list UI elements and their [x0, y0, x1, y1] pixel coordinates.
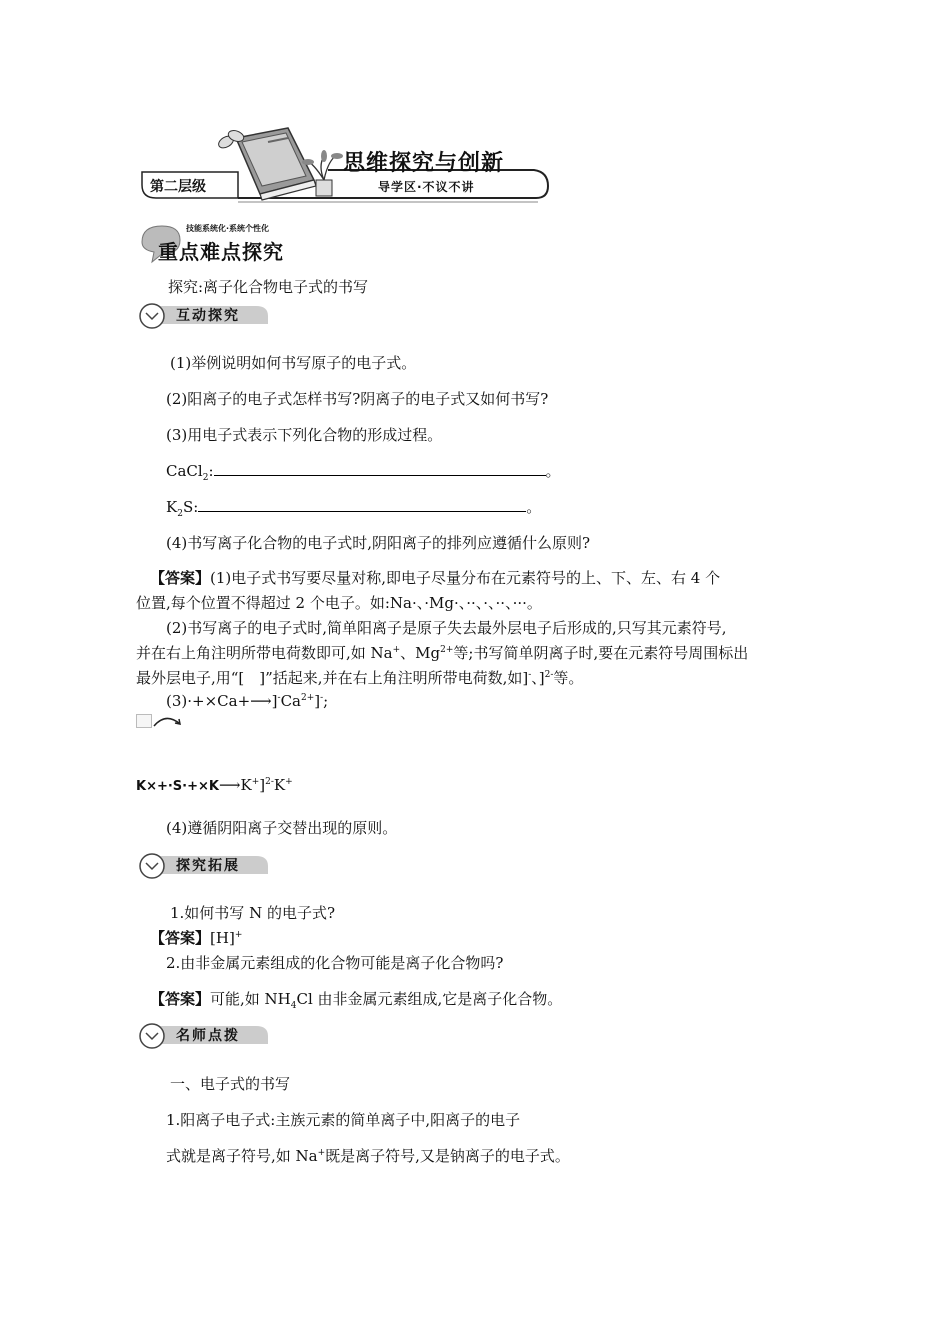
image-placeholder-icon: [136, 714, 152, 728]
text: Cl 由非金属元素组成,它是离子化合物。: [296, 990, 563, 1008]
k2s-reactants: K×+·S·+×K: [136, 779, 219, 794]
k2s-subscript: 2: [177, 509, 183, 519]
text: 、Mg: [400, 644, 441, 662]
topic-line: 探究:离子化合物电子式的书写: [168, 278, 369, 296]
question-2: (2)阳离子的电子式怎样书写?阴离子的电子式又如何书写?: [166, 390, 549, 408]
cacl2-blank: [214, 461, 546, 476]
cacl2-subscript: 2: [202, 473, 209, 483]
charge: -: [528, 670, 532, 680]
answer-3-k2s: [136, 776, 293, 794]
reaction-arrow-icon: ⟶: [250, 692, 272, 710]
banner-subtitle: 导学区·不议不讲: [378, 180, 475, 194]
banner-title: 思维探究与创新: [343, 151, 505, 176]
answer-tag: 【答案】: [150, 569, 211, 587]
section-extension-label: 探究拓展: [176, 858, 240, 874]
charge: +: [317, 1148, 326, 1158]
text: 可能,如 NH: [210, 990, 291, 1008]
text: 等;书写简单阴离子时,要在元素符号周围标出: [453, 644, 749, 662]
section-teacher-label: 名师点拨: [176, 1028, 240, 1044]
section-extension: [136, 852, 276, 880]
key-section-header: [136, 220, 316, 264]
answer-1-line-2: 位置,每个位置不得超过 2 个电子。如:Na·、·Mg·、··、·、··、···。: [136, 594, 542, 612]
text: 、]: [531, 669, 545, 687]
teacher-point-3: [166, 1145, 570, 1166]
charge: 2-: [265, 777, 274, 787]
charge: +: [392, 645, 401, 655]
k2s-line: [166, 496, 541, 519]
charge: -: [277, 693, 281, 703]
chapter-banner: [138, 120, 553, 212]
answer-2-line-2: [136, 642, 748, 663]
answer-1-line-1: [150, 567, 720, 588]
k2s-blank: [198, 497, 526, 512]
text: 等。: [553, 669, 584, 687]
section-interactive-label: 互动探究: [176, 308, 240, 324]
answer-tag: 【答案】: [150, 929, 211, 947]
answer-2-line-3: [136, 667, 583, 688]
question-4: (4)书写离子化合物的电子式时,阴阳离子的排列应遵循什么原则?: [166, 534, 591, 552]
charge: +: [234, 930, 243, 940]
text: ]: [271, 692, 278, 710]
extension-a1: [150, 927, 242, 948]
reaction-arrow-icon: ⟶: [218, 776, 241, 794]
text: 既是离子符号,又是钠离子的电子式。: [325, 1147, 570, 1165]
text: [H]: [210, 929, 235, 947]
cacl2-line: CaCl$_2$: 。: [166, 462, 561, 483]
charge: +: [251, 777, 260, 787]
k2s-formula-s: S:: [182, 498, 199, 516]
section-teacher: [136, 1022, 276, 1050]
text: ;: [323, 692, 329, 710]
answer-4: (4)遵循阴阳离子交替出现的原则。: [166, 819, 398, 837]
period: 。: [526, 498, 542, 516]
charge: 2-: [544, 670, 554, 680]
charge: 2+: [300, 693, 315, 703]
text: 并在右上角注明所带电荷数即可,如 Na: [136, 644, 393, 662]
text: Ca: [280, 692, 301, 710]
section-interactive: [136, 302, 276, 330]
subscript: 4: [290, 1001, 297, 1011]
charge: +: [285, 777, 293, 787]
text: 式就是离子符号,如 Na: [166, 1147, 318, 1165]
period: 。: [545, 462, 561, 480]
teacher-point-1: 一、电子式的书写: [170, 1075, 291, 1093]
charge: 2+: [440, 645, 454, 655]
extension-a2: [150, 988, 562, 1011]
level-label: 第二层级: [150, 179, 206, 195]
answer-tag: 【答案】: [150, 990, 211, 1008]
text: K: [273, 776, 286, 794]
text: K: [240, 776, 252, 794]
text: 最外层电子,用“[ ]”括起来,并在右上角注明所带电荷数,如]: [136, 669, 529, 687]
teacher-point-2: 1.阳离子电子式:主族元素的简单离子中,阳离子的电子: [166, 1111, 521, 1129]
question-1: (1)举例说明如何书写原子的电子式。: [170, 354, 417, 372]
reactants: (3)·+×Ca+: [166, 692, 251, 710]
cacl2-formula: CaCl: [166, 462, 203, 480]
curved-arrow-icon: [152, 712, 184, 730]
text: ]: [259, 776, 266, 794]
key-section-caption: 技能系统化·系统个性化: [186, 224, 270, 233]
answer-3-cacl2: [166, 692, 328, 710]
text: ]: [314, 692, 321, 710]
extension-q2: 2.由非金属元素组成的化合物可能是离子化合物吗?: [166, 954, 504, 972]
answer-1-text: (1)电子式书写要尽量对称,即电子尽量分布在元素符号的上、下、左、右 4 个: [210, 569, 721, 587]
charge: -: [320, 693, 324, 703]
answer-2-line-1: (2)书写离子的电子式时,简单阳离子是原子失去最外层电子后形成的,只写其元素符号,: [166, 619, 727, 637]
extension-q1: 1.如何书写 N 的电子式?: [170, 904, 336, 922]
key-section-title: 重点难点探究: [158, 240, 284, 264]
question-3: (3)用电子式表示下列化合物的形成过程。: [166, 426, 443, 444]
k2s-formula-k: K: [166, 498, 178, 516]
